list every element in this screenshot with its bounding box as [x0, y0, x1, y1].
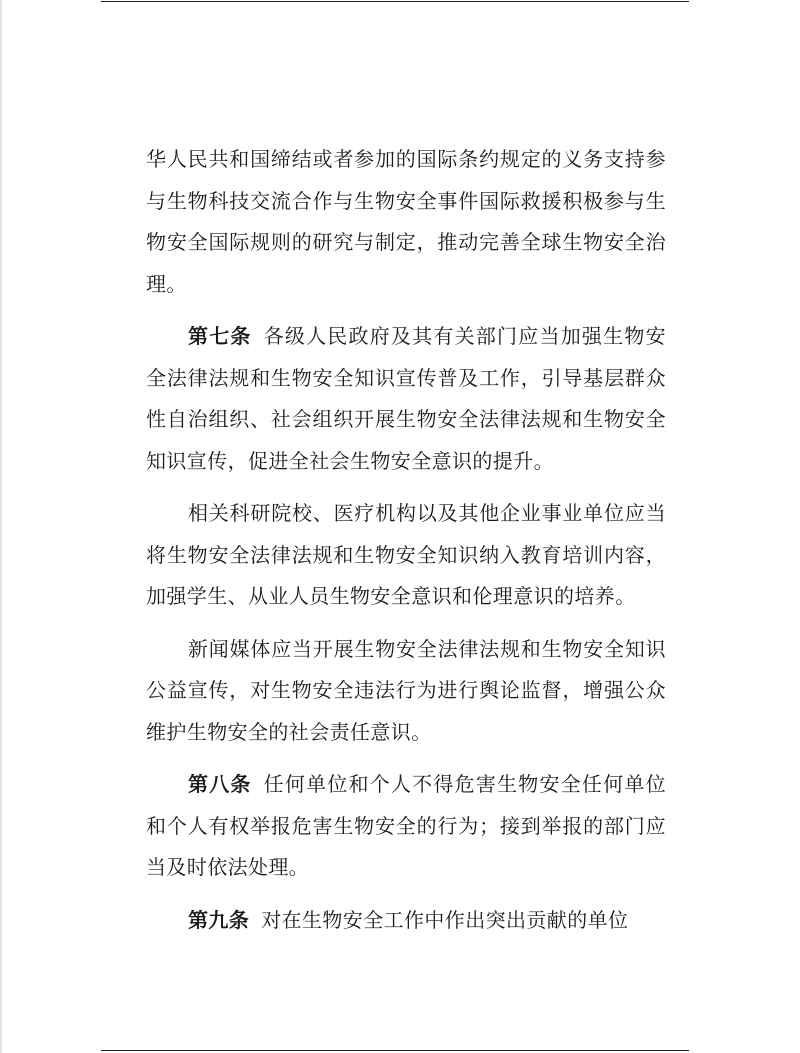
paragraph-text: 新闻媒体应当开展生物安全法律法规和生物安全知识公益宣传，对生物安全违法行为进行舆论监督，增强公众维护生物安全的社会责任意识。 — [146, 636, 666, 744]
article-number: 第九条 — [188, 907, 250, 932]
article-number: 第八条 — [188, 772, 252, 796]
top-rule — [101, 1, 689, 2]
paragraph-article-9 — [146, 900, 666, 942]
paragraph-text: 各级人民政府及其有关部门应当加强生物安全法律法规和生物安全知识宣传普及工作，引导基层群众性自治组织、社会组织开展生物安全法律法规和生物安全知识宣传，促进全社会生物安全意识的提升。 — [146, 324, 666, 473]
paragraph-text: 对在生物安全工作中作出突出贡献的单位 — [261, 907, 629, 932]
paragraph-article-8 — [146, 764, 666, 889]
document-body — [146, 139, 666, 941]
article-number: 第七条 — [188, 324, 252, 348]
paragraph-institutions — [146, 493, 666, 618]
paragraph-text: 任何单位和个人不得危害生物安全任何单位和个人有权举报危害生物安全的行为；接到举报的部门应当及时依法处理。 — [146, 772, 666, 879]
paragraph-text: 相关科研院校、医疗机构以及其他企业事业单位应当将生物安全法律法规和生物安全知识纳入教育培训内容，加强学生、从业人员生物安全意识和伦理意识的培养。 — [146, 501, 666, 608]
paragraph-media — [146, 629, 666, 754]
paragraph-article-7 — [146, 316, 666, 482]
paragraph-continuation — [146, 139, 666, 305]
paragraph-text: 华人民共和国缔结或者参加的国际条约规定的义务支持参与生物科技交流合作与生物安全事件国际救援积极参与生物安全国际规则的研究与制定，推动完善全球生物安全治理。 — [146, 147, 666, 296]
bottom-rule — [101, 1050, 689, 1051]
page-left-edge — [0, 0, 2, 1053]
